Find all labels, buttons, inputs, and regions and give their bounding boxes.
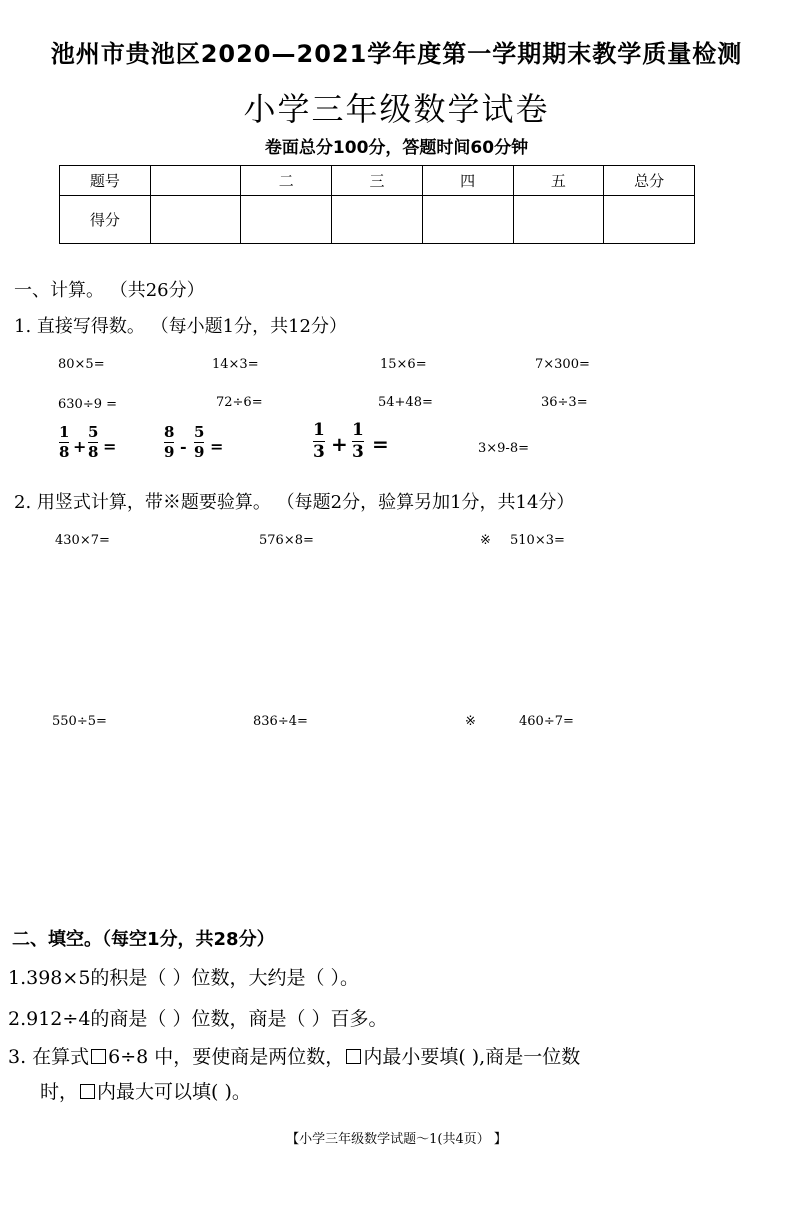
vertical-calc-item: 510×3= xyxy=(510,533,565,548)
oral-calc-item: 15×6= xyxy=(380,357,427,372)
oral-calc-item: 80×5= xyxy=(58,357,105,372)
fraction: 5 9 xyxy=(194,423,205,461)
fill-question-continuation xyxy=(40,1077,251,1104)
exam-header-title: 池州市贵池区2020—2021学年度第一学期期末教学质量检测 xyxy=(50,40,743,68)
oral-calc-item: 14×3= xyxy=(212,357,259,372)
exam-info: 卷面总分100分，答题时间60分钟 xyxy=(264,138,529,158)
vertical-calc-item: 460÷7= xyxy=(519,714,574,729)
score-cell[interactable] xyxy=(332,196,423,244)
section1-title: 一、计算。 （共26分） xyxy=(14,280,205,301)
score-header-cell xyxy=(150,166,241,196)
fraction: 8 9 xyxy=(164,423,175,461)
vertical-calc-item: 550÷5= xyxy=(52,714,107,729)
score-cell[interactable] xyxy=(422,196,513,244)
fill-question-text: 内最大可以填( )。 xyxy=(97,1081,251,1103)
score-header-cell: 题号 xyxy=(60,166,151,196)
fill-question-text: 内最小要填( ),商是一位数 xyxy=(363,1046,581,1068)
fill-question-text: 时， xyxy=(40,1081,79,1103)
score-table-score-row xyxy=(60,196,695,244)
equals-sign: = xyxy=(103,437,117,456)
section2-title: 二、填空。（每空1分，共28分） xyxy=(12,929,275,950)
vertical-calc-item: 576×8= xyxy=(259,533,314,548)
fill-question xyxy=(8,1042,580,1069)
page-footer: 【小学三年级数学试题～1(共4页） 】 xyxy=(286,1132,507,1147)
blank-box[interactable] xyxy=(80,1084,95,1099)
fraction: 1 3 xyxy=(313,420,325,462)
fill-question: 2.912÷4的商是（ ）位数，商是（ ）百多。 xyxy=(8,1008,388,1030)
fraction: 1 8 xyxy=(59,423,70,461)
oral-calc-item: 72÷6= xyxy=(216,395,263,410)
verify-mark: ※ xyxy=(480,533,491,548)
fill-question: 1.398×5的积是（ ）位数，大约是（ ）。 xyxy=(8,967,359,989)
blank-box[interactable] xyxy=(346,1049,361,1064)
q1-title: 1. 直接写得数。 （每小题1分，共12分） xyxy=(14,316,347,337)
operator: - xyxy=(180,437,187,456)
oral-calc-item: 630÷9 = xyxy=(58,397,118,412)
q2-title: 2. 用竖式计算，带※题要验算。 （每题2分，验算另加1分，共14分） xyxy=(14,492,575,513)
equals-sign: = xyxy=(210,437,224,456)
score-header-cell: 四 xyxy=(422,166,513,196)
blank-box[interactable] xyxy=(91,1049,106,1064)
fraction: 5 8 xyxy=(88,423,99,461)
score-cell[interactable] xyxy=(604,196,695,244)
score-row-label: 得分 xyxy=(60,196,151,244)
score-header-cell: 二 xyxy=(241,166,332,196)
operator: + xyxy=(331,432,348,456)
fill-question-text: 3. 在算式 xyxy=(8,1046,90,1068)
operator: + xyxy=(73,437,87,456)
oral-calc-item: 3×9-8= xyxy=(478,441,529,456)
score-header-cell: 总分 xyxy=(604,166,695,196)
vertical-calc-item: 836÷4= xyxy=(253,714,308,729)
score-header-cell: 三 xyxy=(332,166,423,196)
oral-calc-item: 7×300= xyxy=(535,357,590,372)
score-cell[interactable] xyxy=(241,196,332,244)
fraction: 1 3 xyxy=(352,420,364,462)
score-cell[interactable] xyxy=(150,196,241,244)
score-table-header-row xyxy=(60,166,695,196)
oral-calc-item: 36÷3= xyxy=(541,395,588,410)
oral-calc-item: 54+48= xyxy=(378,395,433,410)
equals-sign: = xyxy=(372,432,389,456)
fill-question-text: 6÷8 中，要使商是两位数， xyxy=(108,1046,345,1068)
vertical-calc-item: 430×7= xyxy=(55,533,110,548)
exam-subtitle: 小学三年级数学试卷 xyxy=(243,90,550,128)
score-header-cell: 五 xyxy=(513,166,604,196)
score-cell[interactable] xyxy=(513,196,604,244)
score-table xyxy=(59,165,695,244)
verify-mark: ※ xyxy=(465,714,476,729)
